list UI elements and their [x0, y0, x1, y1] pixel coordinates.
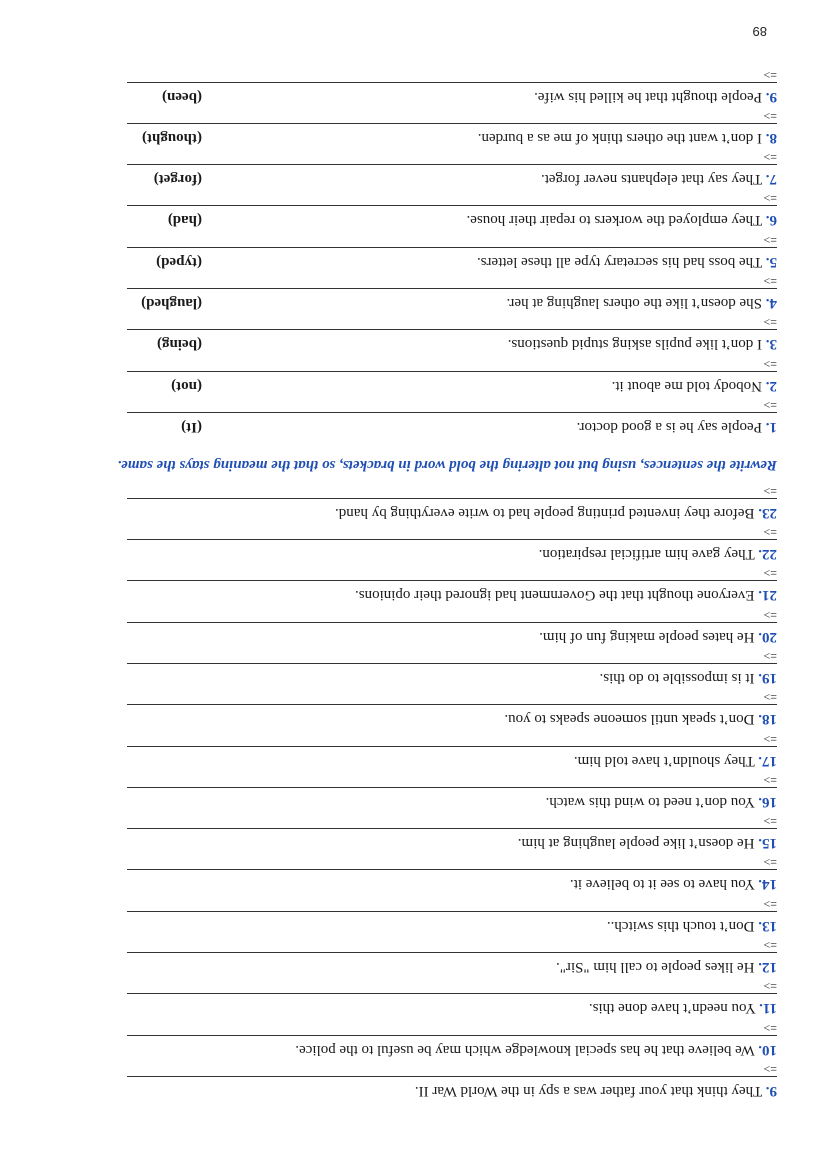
sentence-text: Nobody told me about it. [611, 377, 762, 394]
exercise-sentence [518, 833, 777, 853]
answer-arrow: => [763, 566, 777, 581]
exercise-item [127, 107, 777, 148]
exercise-sentence [415, 1081, 777, 1101]
exercise-sentence [577, 417, 777, 437]
sentence-text: It is impossible to do this. [599, 670, 755, 686]
exercise-item [127, 812, 777, 853]
answer-line [127, 329, 777, 330]
exercise-item [127, 564, 777, 605]
exercise-item [127, 936, 777, 977]
exercise-item [127, 482, 777, 523]
answer-line [127, 704, 777, 705]
sentence-text: The boss had his secretary type all these letters. [476, 253, 763, 270]
item-number: 6. [765, 212, 777, 229]
exercise-sentence [589, 998, 777, 1018]
answer-line [127, 288, 777, 289]
answer-line [127, 412, 777, 413]
item-number: 7. [765, 171, 777, 188]
exercise-item [127, 606, 777, 647]
answer-arrow: => [763, 1020, 777, 1035]
page-number: 89 [752, 24, 767, 39]
exercise-sentence [546, 792, 777, 812]
answer-arrow: => [763, 315, 777, 330]
bracket-hint: (typed) [156, 253, 202, 270]
exercise-sentence [478, 128, 777, 148]
sentence-text: People thought that he killed his wife. [534, 88, 762, 105]
answer-line [127, 993, 777, 994]
answer-line [127, 952, 777, 953]
sentence-text: People say he is a good doctor. [576, 419, 762, 435]
item-number: 10. [758, 1041, 777, 1058]
exercise-sentence [570, 875, 777, 895]
item-number: 9. [765, 88, 777, 105]
exercise-item [127, 647, 777, 688]
sentence-text: They employed the workers to repair their house. [466, 212, 763, 229]
answer-line [127, 1035, 777, 1036]
exercise-sentence [477, 252, 777, 272]
exercise-sentence [607, 916, 777, 936]
answer-arrow: => [763, 607, 777, 622]
answer-line [127, 498, 777, 499]
exercise-sentence [504, 709, 777, 729]
item-number: 1. [765, 419, 777, 435]
answer-line [127, 911, 777, 912]
item-number: 16. [758, 793, 777, 810]
answer-arrow: => [763, 356, 777, 371]
bracket-hint: (not) [171, 377, 202, 394]
answer-line [127, 622, 777, 623]
exercise-item [127, 977, 777, 1018]
exercise-item [127, 1019, 777, 1060]
bracket-hint: (It) [181, 419, 202, 435]
item-number: 20. [758, 628, 777, 645]
exercise-item [127, 854, 777, 895]
exercise-sentence [295, 1040, 777, 1060]
item-number: 19. [758, 670, 777, 686]
exercise-sentence [539, 627, 777, 647]
answer-arrow: => [763, 896, 777, 911]
answer-arrow: => [763, 814, 777, 829]
answer-arrow: => [763, 649, 777, 663]
exercise-sentence [574, 751, 777, 771]
item-number: 22. [758, 546, 777, 563]
answer-arrow: => [763, 150, 777, 165]
answer-arrow: => [763, 525, 777, 540]
exercise-sentence [355, 585, 777, 605]
exercise-sentence [508, 334, 777, 354]
sentence-text: You have to see it to believe it. [569, 876, 756, 893]
exercise-sentence [335, 503, 777, 523]
answer-line [127, 870, 777, 871]
exercise-sentence [506, 293, 777, 313]
item-number: 23. [758, 504, 777, 521]
exercise-item [127, 1060, 777, 1101]
exercise-item [127, 895, 777, 936]
sentence-text: We believe that he has special knowledge which may be useful to the police. [295, 1041, 755, 1058]
answer-arrow: => [763, 398, 777, 412]
bracket-hint: (being) [157, 336, 202, 353]
answer-line [127, 663, 777, 664]
exercise-sentence [467, 211, 777, 231]
item-number: 3. [765, 336, 777, 353]
item-number: 8. [765, 129, 777, 146]
sentence-text: He likes people to call him "Sir". [556, 959, 755, 976]
item-number: 14. [758, 876, 777, 893]
item-number: 4. [765, 295, 777, 312]
exercise-item [127, 313, 777, 354]
sentence-text: I don’t want the others think of me as a burden. [477, 129, 762, 146]
answer-arrow: => [763, 108, 777, 123]
answer-arrow: => [763, 772, 777, 787]
exercise-sentence [541, 169, 777, 189]
sentence-text: He doesn’t like people laughing at him. [517, 835, 755, 852]
item-number: 17. [758, 752, 777, 769]
answer-line [127, 746, 777, 747]
sentence-text: Don’t touch this switch.. [606, 917, 755, 934]
exercise-item [127, 396, 777, 437]
item-number: 15. [758, 835, 777, 852]
exercise-item [127, 688, 777, 729]
exercise-sentence [612, 376, 777, 396]
item-number: 18. [758, 711, 777, 728]
answer-line [127, 82, 777, 83]
bracket-hint: (been) [162, 88, 202, 105]
answer-arrow: => [763, 938, 777, 953]
sentence-text: She doesn’t like the others laughing at her. [506, 295, 762, 312]
answer-arrow: => [763, 191, 777, 206]
exercise-item [127, 148, 777, 189]
exercise-item [127, 355, 777, 396]
bracket-hint: (forget) [153, 171, 202, 188]
bracket-hint: (laughed) [141, 295, 202, 312]
answer-line [127, 580, 777, 581]
sentence-text: You don’t need to wind this watch. [545, 793, 756, 810]
bracket-hint: (had) [167, 212, 202, 229]
exercise-item [127, 730, 777, 771]
exercise-sentence [599, 668, 777, 688]
section-instruction: Rewrite the sentences, using but not altering the bold word in brackets, so that the meaning stays the same. [117, 457, 777, 473]
exercise-item [127, 66, 777, 107]
exercise-item [127, 231, 777, 272]
answer-line [127, 1076, 777, 1077]
item-number: 21. [758, 587, 777, 604]
answer-line [127, 247, 777, 248]
sentence-text: He hates people making fun of him. [539, 628, 755, 645]
exercise-item [127, 771, 777, 812]
answer-arrow: => [763, 979, 777, 994]
answer-arrow: => [763, 1062, 777, 1076]
item-number: 5. [765, 253, 777, 270]
exercise-sentence [534, 87, 777, 107]
item-number: 12. [758, 959, 777, 976]
answer-line [127, 164, 777, 165]
exercise-sentence [556, 957, 777, 977]
sentence-text: I don’t like pupils asking stupid questions. [507, 336, 762, 353]
answer-line [127, 123, 777, 124]
sentence-text: They think that your father was a spy in the World War II. [414, 1083, 763, 1099]
answer-line [127, 787, 777, 788]
sentence-text: Before they invented printing people had to write everything by hand. [335, 504, 755, 521]
exercise-item [127, 272, 777, 313]
answer-line [127, 371, 777, 372]
answer-arrow: => [763, 67, 777, 82]
bracket-hint: (thought) [141, 129, 202, 146]
exercise-item [127, 190, 777, 231]
sentence-text: Don’t speak until someone speaks to you. [504, 711, 755, 728]
answer-arrow: => [763, 483, 777, 498]
answer-arrow: => [763, 232, 777, 247]
item-number: 11. [759, 1000, 777, 1017]
answer-arrow: => [763, 690, 777, 705]
sentence-text: Everyone thought that the Government had ignored their opinions. [355, 587, 755, 604]
exercise-item [127, 523, 777, 564]
answer-arrow: => [763, 731, 777, 746]
answer-line [127, 539, 777, 540]
answer-arrow: => [763, 274, 777, 289]
sentence-text: They gave him artificial respiration. [538, 546, 755, 563]
answer-arrow: => [763, 855, 777, 870]
item-number: 13. [758, 917, 777, 934]
sentence-text: You needn’t have done this. [588, 1000, 756, 1017]
item-number: 9. [765, 1083, 777, 1099]
sentence-text: They shouldn’t have told him. [573, 752, 755, 769]
answer-line [127, 828, 777, 829]
item-number: 2. [765, 377, 777, 394]
answer-line [127, 206, 777, 207]
sentence-text: They say that elephants never forget. [540, 171, 763, 188]
exercise-sentence [539, 544, 777, 564]
